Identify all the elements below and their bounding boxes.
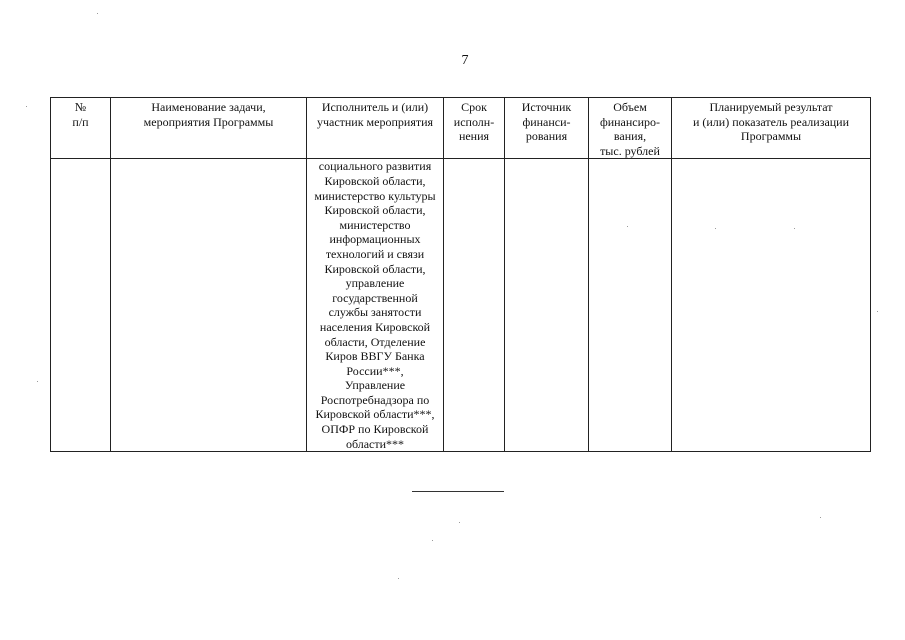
executor-line: области*** (345, 436, 405, 451)
col-header-funding-volume: Объем финансиро- вания, тыс. рублей (589, 98, 672, 159)
executor-line: Кировской области, (324, 203, 426, 218)
scan-speck (459, 522, 460, 523)
executor-line: Кировской области, (324, 261, 426, 276)
executor-line: Управление (344, 378, 406, 393)
executor-line: ОПФР по Кировской (321, 422, 429, 437)
col-header-funding-source: Источник финанси- рования (505, 98, 589, 159)
cell-executor (307, 159, 444, 452)
cell-task-name (111, 159, 307, 452)
page-number: 7 (461, 53, 469, 68)
executor-line: Кировской области***, (315, 407, 435, 422)
table-header-row (51, 98, 871, 159)
scan-speck (37, 381, 38, 382)
executor-line: министерство (339, 217, 411, 232)
executor-line: Кировской области, (324, 173, 426, 188)
col-header-executor: Исполнитель и (или) участник мероприятия (307, 98, 444, 159)
executor-line: государственной (332, 290, 418, 305)
executor-line: Киров ВВГУ Банка (325, 349, 425, 364)
executor-line: технологий и связи (325, 246, 425, 261)
scan-speck (715, 228, 716, 229)
col-header-planned-result: Планируемый результат и (или) показатель реализации Программы (672, 98, 871, 159)
scan-speck (794, 228, 795, 229)
executor-line: информационных (329, 232, 421, 247)
scan-speck (432, 540, 433, 541)
col-header-deadline: Срок исполн- нения (444, 98, 505, 159)
table-row (51, 159, 871, 452)
scan-speck (627, 226, 628, 227)
executor-line: службы занятости (328, 305, 422, 320)
col-header-task-name: Наименование задачи, мероприятия Программы (111, 98, 307, 159)
cell-funding-source (505, 159, 589, 452)
cell-planned-result (672, 159, 871, 452)
scan-speck (97, 13, 98, 14)
program-table (50, 97, 871, 452)
cell-deadline (444, 159, 505, 452)
scan-speck (398, 578, 399, 579)
executor-line: Роспотребнадзора по (320, 392, 430, 407)
scan-speck (820, 517, 821, 518)
cell-funding-volume (589, 159, 672, 452)
scan-speck (26, 106, 27, 107)
col-header-number: № п/п (51, 98, 111, 159)
executor-line: управление (345, 276, 405, 291)
executor-line: министерство культуры (314, 188, 436, 203)
executor-line: России***, (346, 363, 404, 378)
executor-line: области, Отделение (324, 334, 426, 349)
footnote-separator-line (412, 491, 504, 492)
scan-speck (877, 311, 878, 312)
executor-line: населения Кировской (319, 319, 431, 334)
cell-number (51, 159, 111, 452)
executor-line: социального развития (318, 159, 432, 174)
